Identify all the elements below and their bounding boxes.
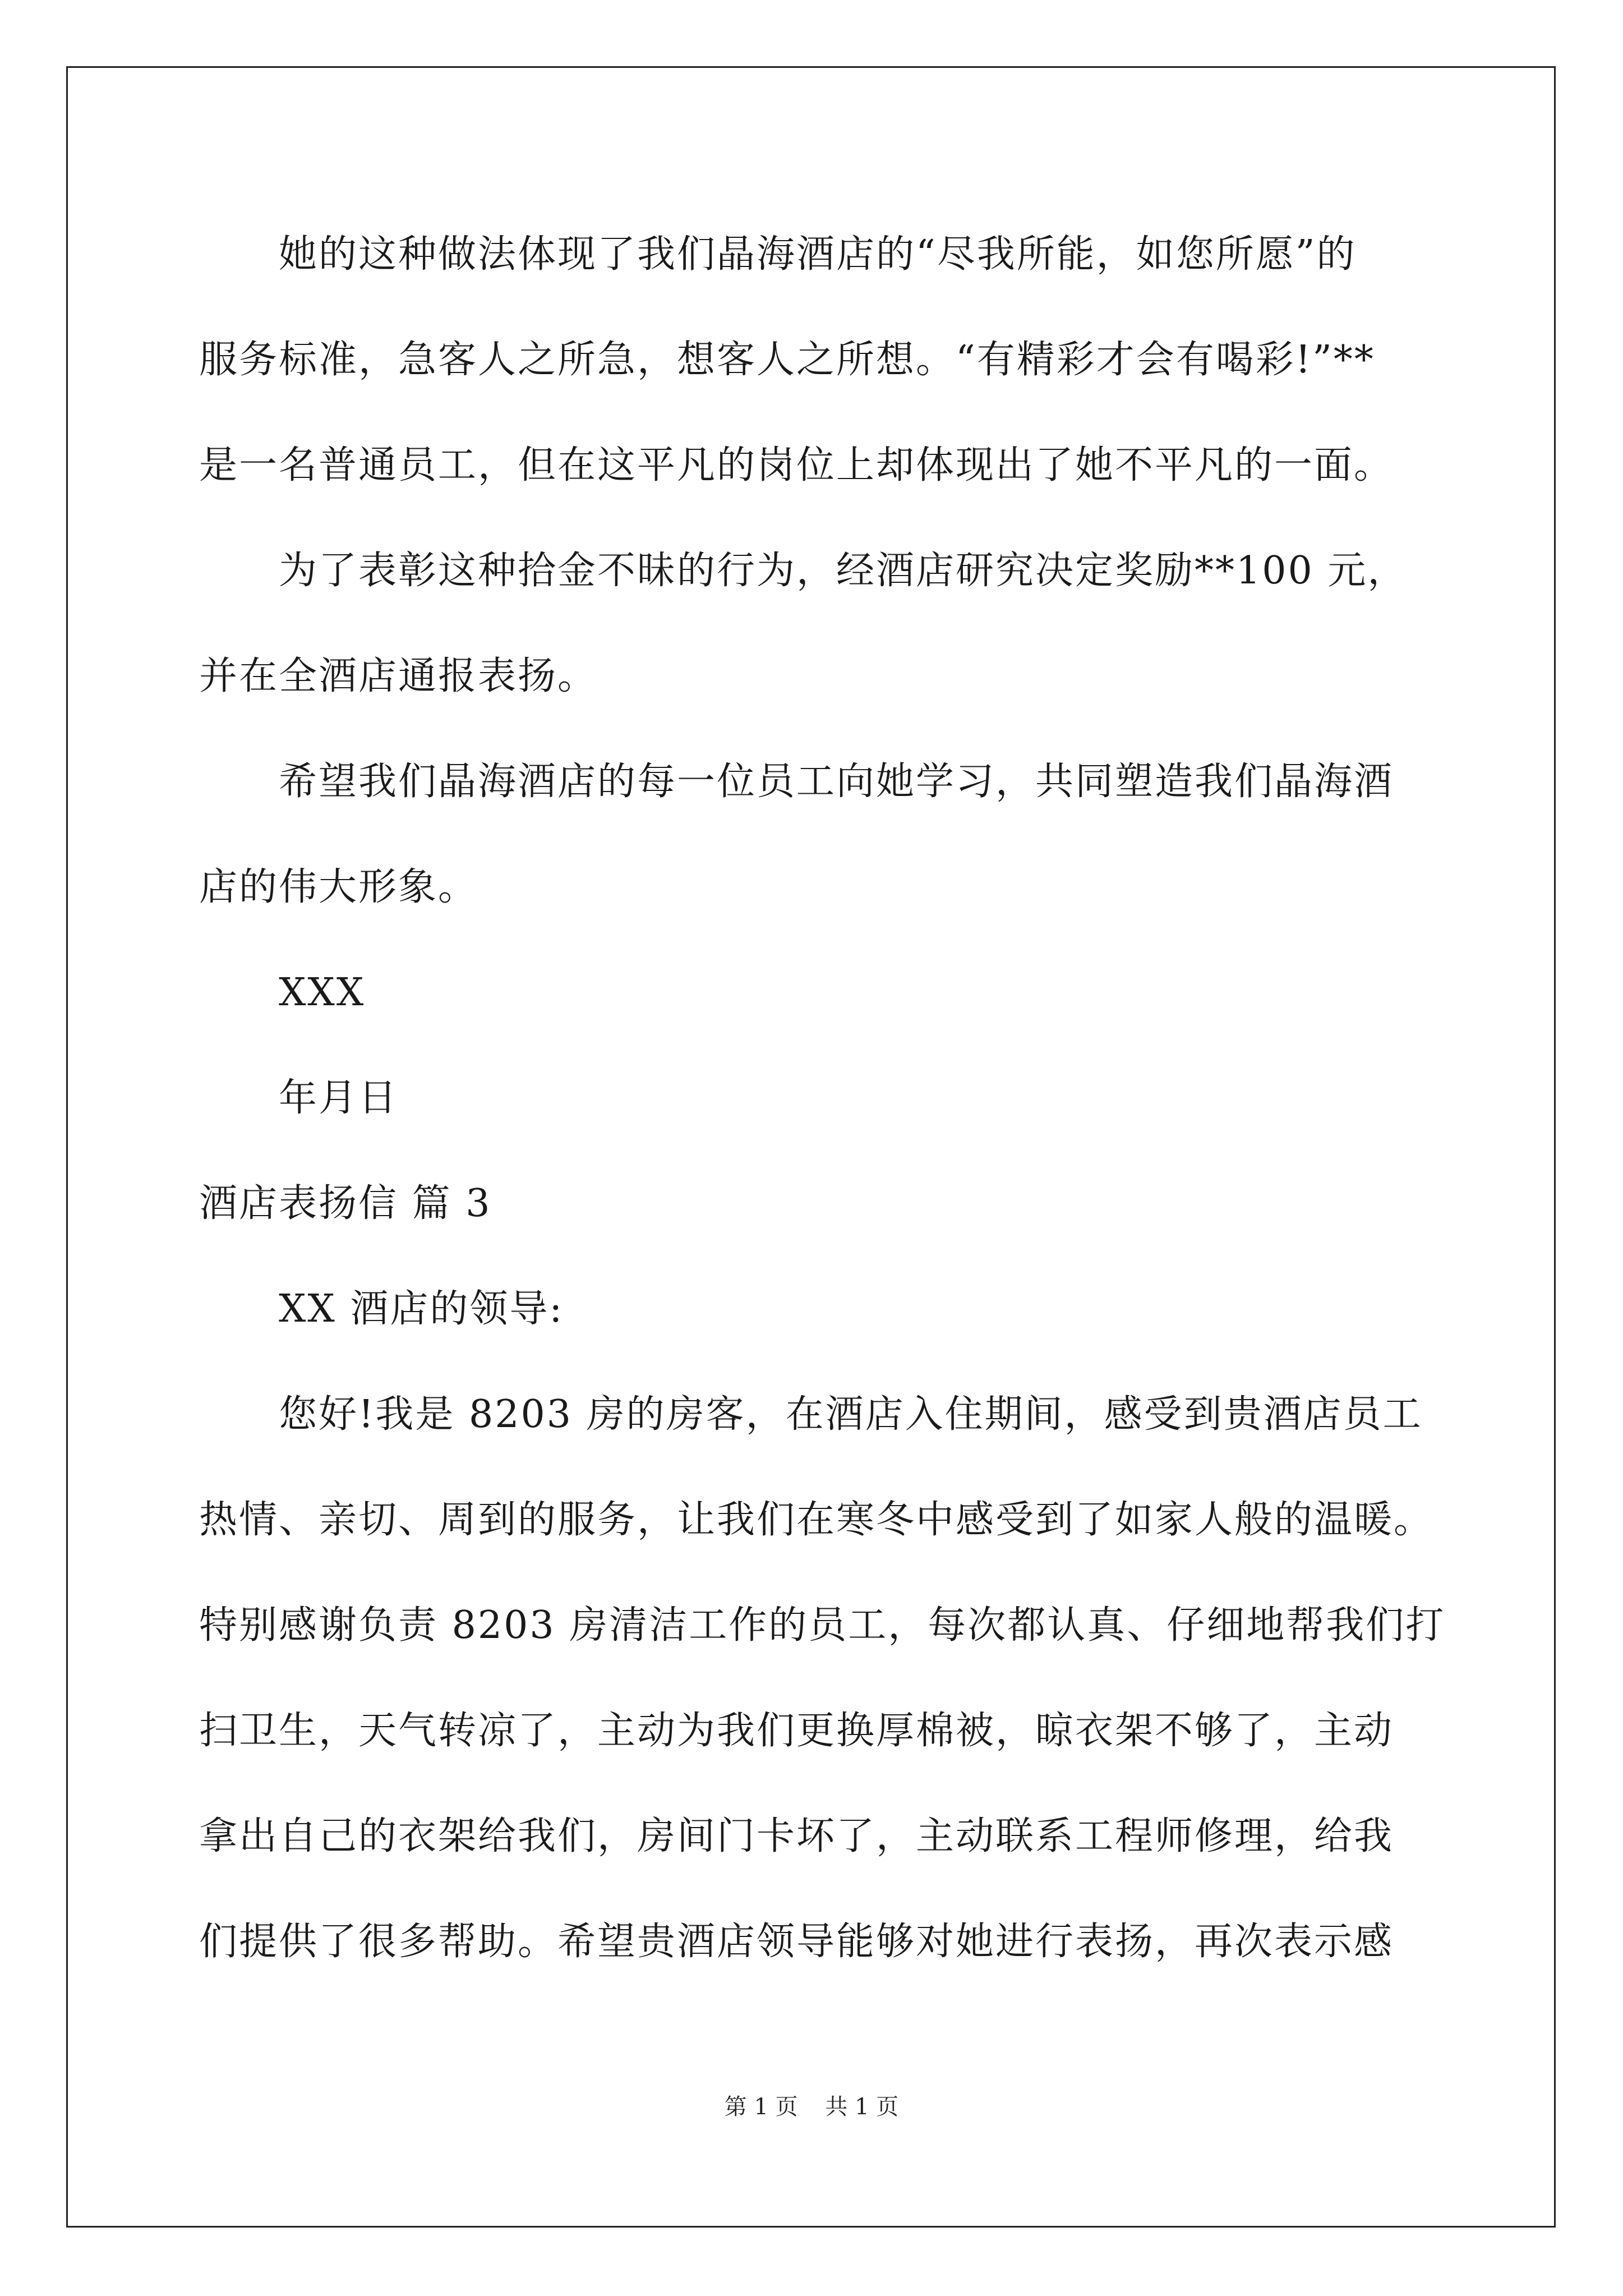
paragraph-line: 您好!我是 8203 房的房客，在酒店入住期间，感受到贵酒店员工 xyxy=(279,1392,1423,1437)
signature-name: XXX xyxy=(279,970,366,1015)
paragraph-line: 服务标准，急客人之所急，想客人之所想。“有精彩才会有喝彩!”** xyxy=(199,338,1375,382)
document-body xyxy=(199,202,1446,1995)
paragraph-line: 热情、亲切、周到的服务，让我们在寒冬中感受到了如家人般的温暖。 xyxy=(199,1498,1434,1542)
paragraph-line: 拿出自己的衣架给我们，房间门卡坏了，主动联系工程师修理，给我 xyxy=(199,1814,1394,1858)
paragraph-line: 扫卫生，天气转凉了，主动为我们更换厚棉被，晾衣架不够了，主动 xyxy=(199,1709,1394,1753)
paragraph-line: 特别感谢负责 8203 房清洁工作的员工，每次都认真、仔细地帮我们打 xyxy=(199,1603,1446,1648)
paragraph-line: 是一名普通员工，但在这平凡的岗位上却体现出了她不平凡的一面。 xyxy=(199,443,1394,487)
paragraph-line: 为了表彰这种拾金不昧的行为，经酒店研究决定奖励**100 元， xyxy=(279,549,1408,593)
paragraph-line: 她的这种做法体现了我们晶海酒店的“尽我所能，如您所愿”的 xyxy=(279,232,1357,277)
paragraph-line: 希望我们晶海酒店的每一位员工向她学习，共同塑造我们晶海酒 xyxy=(279,760,1394,804)
page-footer xyxy=(0,2090,1623,2124)
paragraph-line: 们提供了很多帮助。希望贵酒店领导能够对她进行表扬，再次表示感 xyxy=(199,1920,1394,1964)
paragraph-line: 并在全酒店通报表扬。 xyxy=(199,654,598,698)
section-heading: 酒店表扬信 篇 3 xyxy=(199,1181,492,1226)
page-number-total: 共 1 页 xyxy=(825,2094,899,2120)
signature-date: 年月日 xyxy=(279,1076,399,1120)
page-number-current: 第 1 页 xyxy=(724,2094,798,2120)
paragraph-line: 店的伟大形象。 xyxy=(199,865,478,909)
letter-salutation: XX 酒店的领导: xyxy=(279,1287,564,1331)
